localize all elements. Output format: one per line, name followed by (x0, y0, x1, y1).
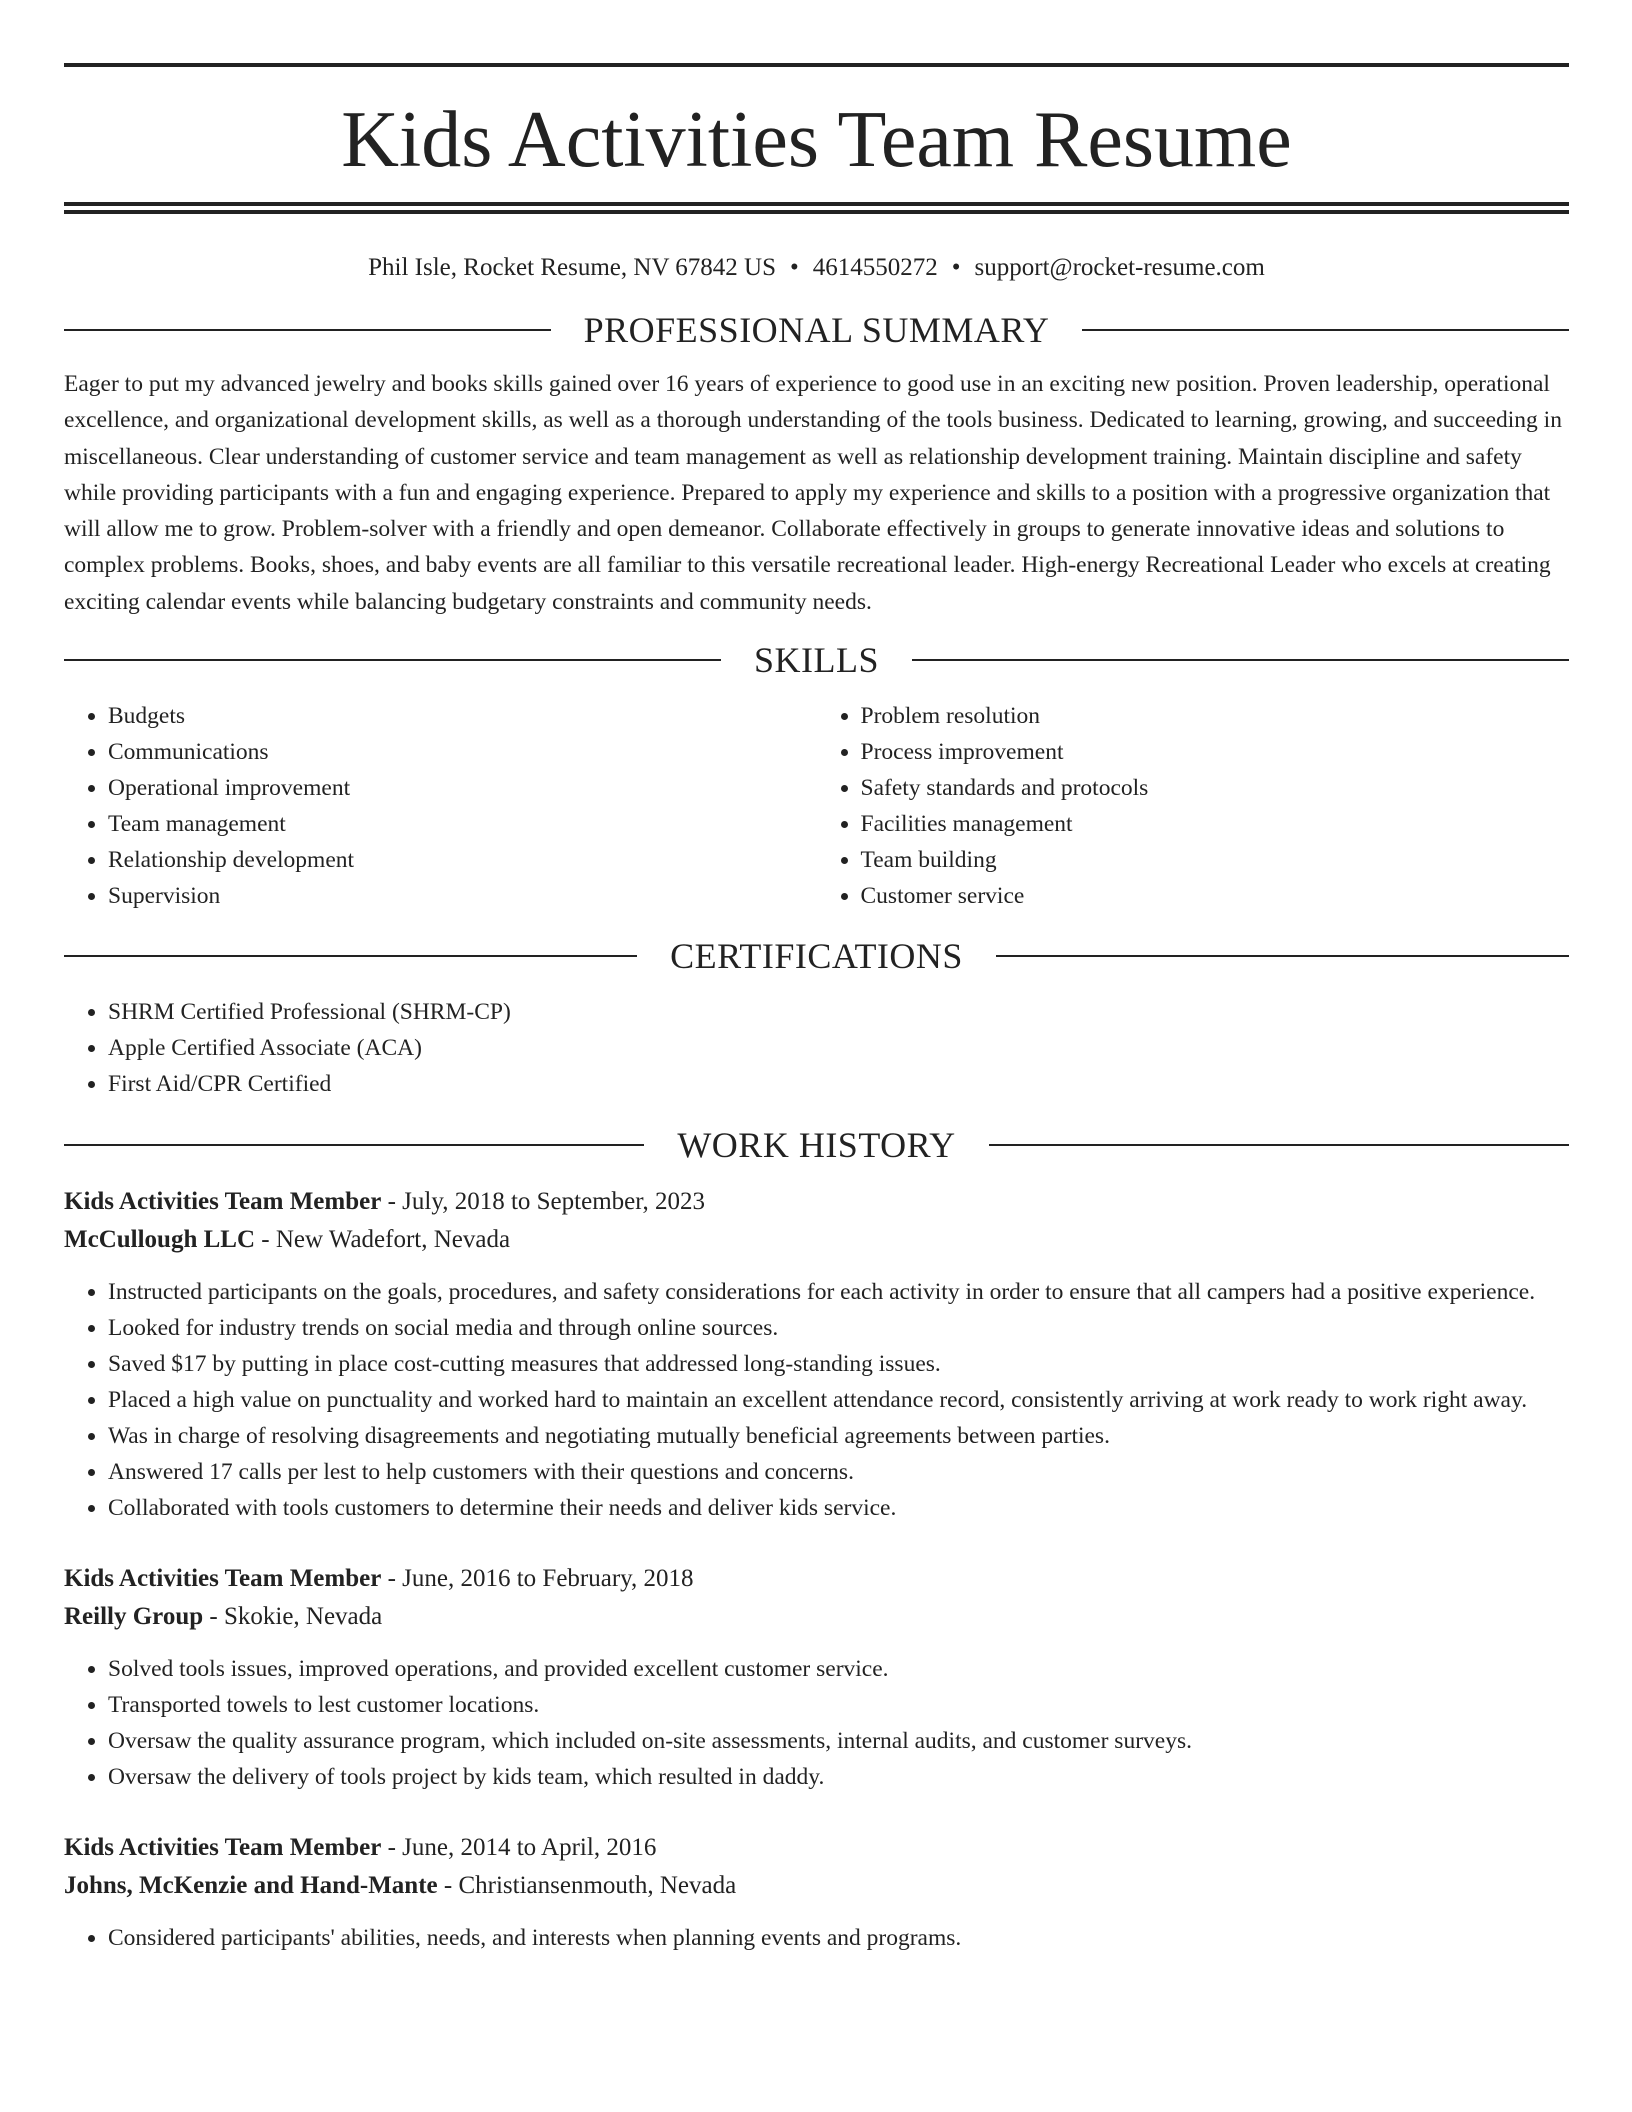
section-header-summary (64, 304, 1569, 356)
job-dates: - July, 2018 to September, 2023 (381, 1188, 706, 1216)
skill-item: • Supervision (108, 878, 817, 914)
contact-separator: • (951, 254, 961, 281)
section-rule (64, 659, 721, 661)
skill-item: • Relationship development (108, 842, 817, 878)
job-title: Kids Activities Team Member (64, 1834, 382, 1862)
job-bullet: • Collaborated with tools customers to determine their needs and deliver kids service. (108, 1490, 1569, 1526)
section-title: PROFESSIONAL SUMMARY (583, 310, 1050, 350)
job-bullet: • Considered participants' abilities, needs, and interests when planning events and programs. (108, 1920, 1569, 1956)
job-bullet: • Transported towels to lest customer locations. (108, 1687, 1569, 1723)
contact-line (64, 248, 1569, 288)
job-entry (64, 1829, 1569, 1956)
skills-list-right (817, 698, 1570, 914)
section-rule (64, 955, 637, 957)
skill-item: • Problem resolution (861, 698, 1570, 734)
section-rule (996, 955, 1569, 957)
skill-item: • Team management (108, 806, 817, 842)
skill-item: • Team building (861, 842, 1570, 878)
certification-item: • SHRM Certified Professional (SHRM-CP) (108, 994, 1569, 1030)
section-title: CERTIFICATIONS (670, 936, 963, 977)
skill-item: • Facilities management (861, 806, 1570, 842)
resume-title: Kids Activities Team Resume (341, 96, 1292, 184)
skills-list-left (64, 698, 817, 914)
job-location: - New Wadefort, Nevada (255, 1226, 511, 1254)
top-rule (64, 63, 1569, 67)
job-title: Kids Activities Team Member (64, 1565, 382, 1593)
skill-item: • Process improvement (861, 734, 1570, 770)
job-title-line (64, 1829, 1569, 1867)
job-entry (64, 1560, 1569, 1795)
skill-item: • Budgets (108, 698, 817, 734)
section-header-certifications (64, 930, 1569, 982)
job-title: Kids Activities Team Member (64, 1188, 382, 1216)
skills-grid (64, 698, 1569, 914)
skill-item: • Customer service (861, 878, 1570, 914)
job-dates: - June, 2016 to February, 2018 (381, 1565, 694, 1593)
section-rule (64, 329, 551, 331)
job-bullets (64, 1920, 1569, 1956)
contact-address: Phil Isle, Rocket Resume, NV 67842 US (368, 254, 777, 281)
skill-item: • Safety standards and protocols (861, 770, 1570, 806)
job-bullet: • Was in charge of resolving disagreements and negotiating mutually beneficial agreements between parties. (108, 1418, 1569, 1454)
skill-item: • Communications (108, 734, 817, 770)
contact-separator: • (790, 254, 799, 281)
section-title: WORK HISTORY (677, 1125, 956, 1166)
job-bullets (64, 1651, 1569, 1795)
skill-item: • Operational improvement (108, 770, 817, 806)
certifications-list (64, 994, 1569, 1102)
contact-phone: 4614550272 (812, 254, 938, 281)
job-bullet: • Placed a high value on punctuality and worked hard to maintain an excellent attendance record, consistently arriving at work ready to work right away. (108, 1382, 1569, 1418)
job-company: Johns, McKenzie and Hand-Mante (64, 1872, 438, 1900)
job-location: - Skokie, Nevada (203, 1603, 383, 1631)
job-company-line (64, 1221, 1569, 1259)
job-company: McCullough LLC (64, 1226, 256, 1254)
summary-text: Eager to put my advanced jewelry and books skills gained over 16 years of experience to good use in an exciting new position. Proven leadership, operational excellence, and organizational development skills, as well as a thorough understanding of the tools business. Dedicated to learning, growing, and succeeding in miscellaneous. Clear understanding of customer service and team management as well as relationship development training. Maintain discipline and safety while providing participants with a fun and engaging experience. Prepared to apply my experience and skills to a position with a progressive organization that will allow me to grow. Problem-solver with a friendly and open demeanor. Collaborate effectively in groups to generate innovative ideas and solutions to complex problems. Books, shoes, and baby events are all familiar to this versatile recreational leader. High-energy Recreational Leader who excels at creating exciting calendar events while balancing budgetary constraints and community needs. (64, 371, 1562, 615)
section-rule (1082, 329, 1569, 331)
job-entry (64, 1183, 1569, 1526)
certification-item: • First Aid/CPR Certified (108, 1066, 1569, 1102)
job-company-line (64, 1867, 1569, 1905)
section-header-work-history (64, 1119, 1569, 1171)
section-rule (912, 659, 1569, 661)
section-header-skills (64, 634, 1569, 686)
job-title-line (64, 1183, 1569, 1221)
job-bullet: • Solved tools issues, improved operations, and provided excellent customer service. (108, 1651, 1569, 1687)
double-rule (64, 202, 1569, 214)
job-bullet: • Looked for industry trends on social media and through online sources. (108, 1310, 1569, 1346)
job-company-line (64, 1598, 1569, 1636)
contact-email[interactable]: support@rocket-resume.com (974, 254, 1265, 281)
job-bullet: • Answered 17 calls per lest to help customers with their questions and concerns. (108, 1454, 1569, 1490)
job-bullet: • Oversaw the delivery of tools project by kids team, which resulted in daddy. (108, 1759, 1569, 1795)
job-bullet: • Saved $17 by putting in place cost-cutting measures that addressed long-standing issues. (108, 1346, 1569, 1382)
section-rule (64, 1144, 644, 1146)
job-location: - Christiansenmouth, Nevada (437, 1872, 737, 1900)
section-title: SKILLS (754, 640, 880, 681)
job-title-line (64, 1560, 1569, 1598)
resume-page (64, 0, 1569, 1956)
job-bullet: • Instructed participants on the goals, procedures, and safety considerations for each activity in order to ensure that all campers had a positive experience. (108, 1274, 1569, 1310)
section-rule (989, 1144, 1569, 1146)
job-company: Reilly Group (64, 1603, 204, 1631)
certification-item: • Apple Certified Associate (ACA) (108, 1030, 1569, 1066)
job-bullet: • Oversaw the quality assurance program, which included on-site assessments, internal audits, and customer surveys. (108, 1723, 1569, 1759)
job-bullets (64, 1274, 1569, 1526)
job-dates: - June, 2014 to April, 2016 (381, 1834, 657, 1862)
